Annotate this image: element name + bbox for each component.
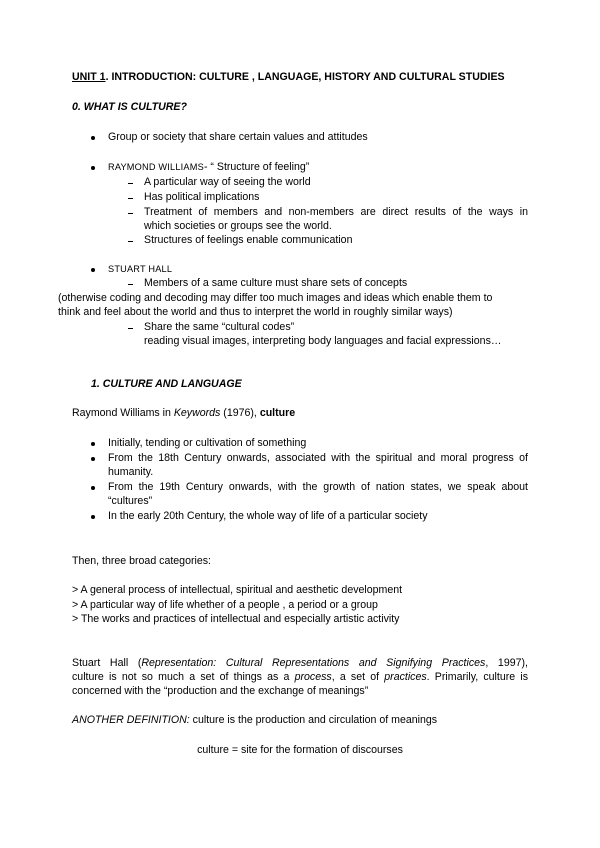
culture-bullet-2-cont: humanity.	[108, 466, 154, 478]
hall-p2-text-b: , a set of	[331, 671, 385, 683]
bullet-dot	[91, 136, 95, 140]
section-1-title: 1. CULTURE AND LANGUAGE	[91, 378, 242, 390]
categories-intro: Then, three broad categories:	[72, 555, 211, 567]
williams-item-1: A particular way of seeing the world	[144, 176, 311, 188]
hall-name: STUART HALL	[108, 264, 173, 274]
culture-bullet-3-cont: “cultures”	[108, 495, 153, 507]
dash-marker	[128, 213, 133, 214]
unit-label: UNIT 1	[72, 71, 106, 83]
hall-book-title: Representation: Cultural Representations and Signifying Practices	[141, 657, 486, 669]
book-title: Keywords	[173, 407, 221, 419]
hall-item-2b: reading visual images, interpreting body languages and facial expressions…	[144, 335, 502, 347]
williams-item-2: Has political implications	[144, 191, 260, 203]
intro-text: Raymond Williams in	[72, 407, 174, 419]
dash-marker	[128, 198, 133, 199]
williams-item-3-cont: which societies or groups see the world.	[144, 220, 332, 232]
hall-para-2: think and feel about the world and thus to interpret the world in roughly similar ways)	[58, 306, 453, 318]
bullet-dot	[91, 268, 95, 272]
category-3: > The works and practices of intellectual and especially artistic activity	[72, 613, 400, 625]
hall-p1-year: , 1997),	[485, 657, 528, 669]
intro-year: (1976),	[220, 407, 260, 419]
hall-item-2: Share the same “cultural codes”	[144, 321, 295, 333]
hall-p2-text-c: . Primarily, culture is	[426, 671, 528, 683]
williams-heading	[108, 161, 309, 174]
dash-marker	[128, 328, 133, 329]
hall-p2-process: process	[294, 671, 332, 683]
williams-name: RAYMOND WILLIAMS	[108, 162, 204, 172]
unit-title: . INTRODUCTION: CULTURE , LANGUAGE, HISTORY AND CULTURAL STUDIES	[105, 71, 505, 83]
williams-keywords-line	[72, 407, 295, 420]
another-definition-text: culture is the production and circulation of meanings	[189, 714, 438, 726]
hall-p1-text: Stuart Hall (	[72, 657, 142, 669]
williams-desc: - “ Structure of feeling”	[203, 161, 310, 173]
intro-bold: culture	[259, 407, 296, 419]
bullet-dot	[91, 457, 95, 461]
hall-paragraph-line-2	[72, 671, 528, 684]
culture-bullet-3: From the 19th Century onwards, with the growth of nation states, we speak about	[108, 481, 528, 493]
dash-marker	[128, 284, 133, 285]
williams-item-3: Treatment of members and non-members are direct results of the ways in	[144, 206, 528, 218]
dash-marker	[128, 241, 133, 242]
culture-bullet-1: Initially, tending or cultivation of something	[108, 437, 307, 449]
section-0-title: 0. WHAT IS CULTURE?	[72, 101, 187, 113]
hall-p2-practices: practices	[384, 671, 427, 683]
hall-item-1: Members of a same culture must share sets of concepts	[144, 277, 408, 289]
hall-paragraph-line-3: concerned with the “production and the exchange of meanings”	[72, 685, 369, 697]
culture-bullet-2: From the 18th Century onwards, associated with the spiritual and moral progress of	[108, 452, 528, 464]
another-definition	[72, 714, 437, 727]
another-definition-label: ANOTHER DEFINITION:	[72, 714, 190, 726]
bullet-dot	[91, 166, 95, 170]
culture-bullet-4: In the early 20th Century, the whole way of life of a particular society	[108, 510, 428, 522]
culture-equation: culture = site for the formation of discourses	[197, 744, 403, 756]
category-1: > A general process of intellectual, spiritual and aesthetic development	[72, 584, 403, 596]
bullet-dot	[91, 486, 95, 490]
unit-heading	[72, 71, 505, 84]
bullet-group-society: Group or society that share certain values and attitudes	[108, 131, 368, 143]
bullet-dot	[91, 515, 95, 519]
dash-marker	[128, 183, 133, 184]
category-2: > A particular way of life whether of a people , a period or a group	[72, 599, 378, 611]
williams-item-4: Structures of feelings enable communication	[144, 234, 353, 246]
hall-p2-text: culture is not so much a set of things as a	[72, 671, 295, 683]
hall-paragraph-line-1	[72, 657, 528, 670]
hall-para-1: (otherwise coding and decoding may differ too much images and ideas which enable them to	[58, 292, 493, 304]
bullet-dot	[91, 442, 95, 446]
